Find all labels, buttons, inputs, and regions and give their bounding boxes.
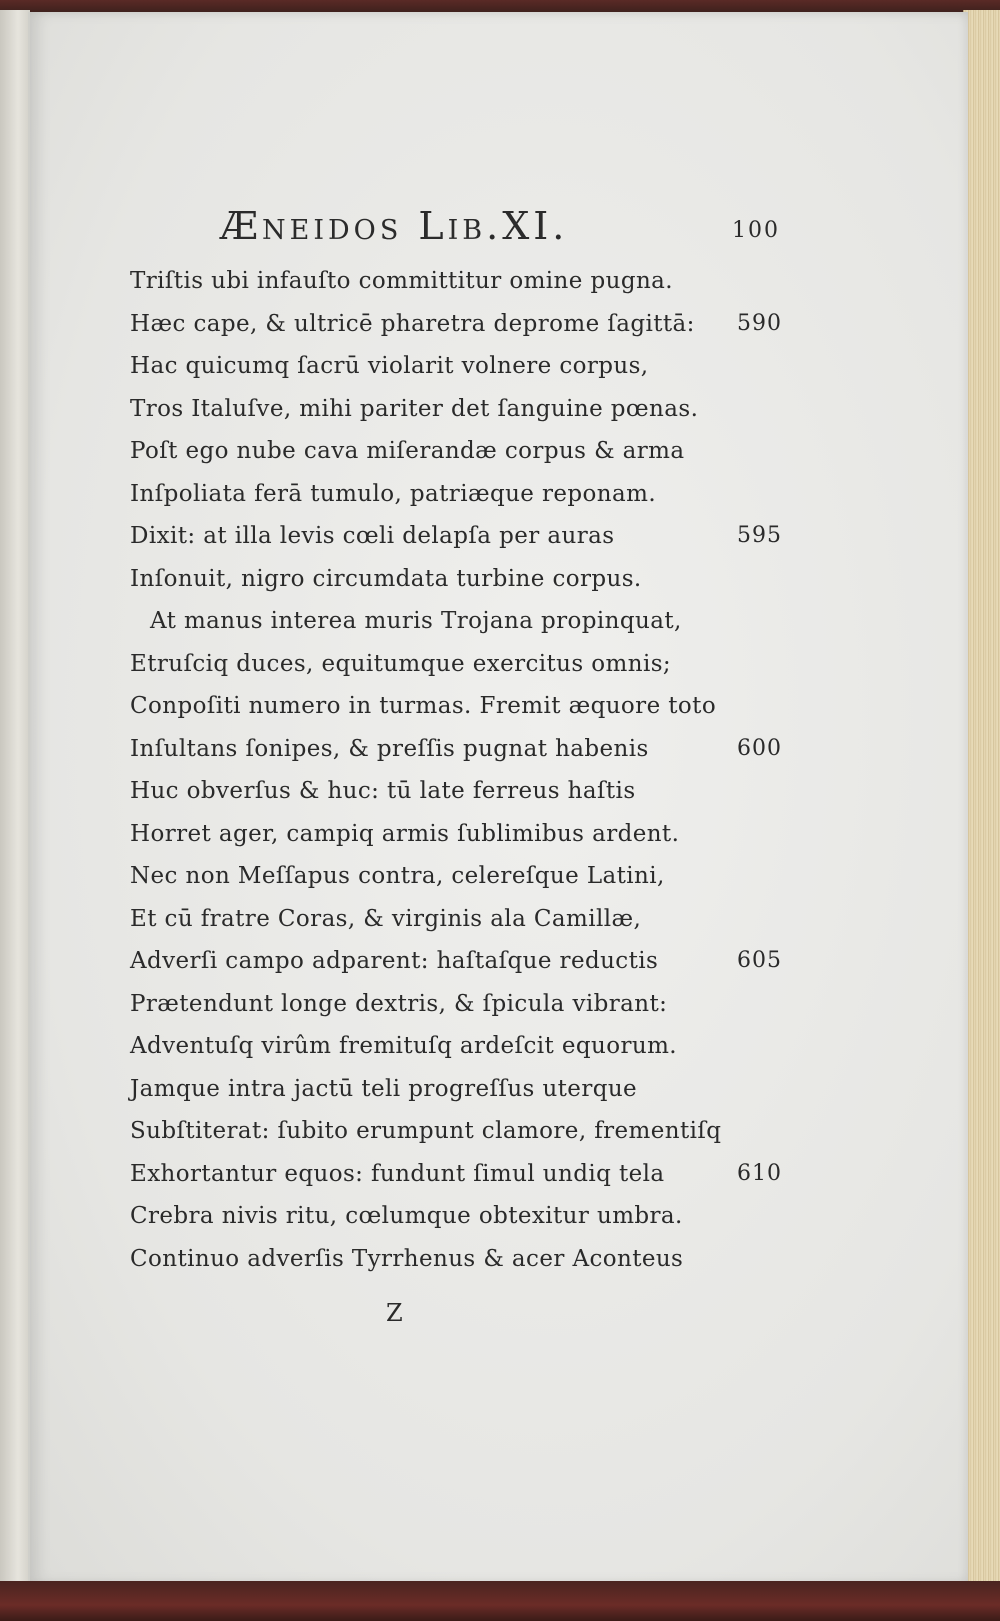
line-number: 605 xyxy=(737,948,782,973)
line-number: 610 xyxy=(737,1160,782,1186)
verse-line xyxy=(130,515,782,558)
verse-line xyxy=(130,473,782,516)
verse-text: Huc obverſus & huc: tū late ferreus haſtis xyxy=(130,778,636,804)
page-number: 100 xyxy=(732,218,780,243)
verse-line xyxy=(130,388,782,431)
line-number: 590 xyxy=(737,310,782,336)
verse-line xyxy=(130,558,782,601)
line-number: 595 xyxy=(737,523,782,548)
book-page xyxy=(28,12,968,1584)
verse-text: Exhortantur equos: fundunt ſimul undiq tela xyxy=(130,1160,665,1187)
verse-line xyxy=(130,1195,782,1238)
verse-text: Et cū fratre Coras, & virginis ala Camillæ, xyxy=(130,905,642,932)
verse-line xyxy=(130,1068,782,1111)
verse-line xyxy=(130,1025,782,1068)
facing-page-edge xyxy=(0,10,30,1585)
verse-text: Crebra nivis ritu, cœlumque obtexitur umbra. xyxy=(130,1203,683,1229)
verse-text: Dixit: at illa levis cœli delapſa per auras xyxy=(130,523,615,549)
verse-line xyxy=(130,728,782,771)
verse-text: Inſpoliata ferā tumulo, patriæque reponam. xyxy=(130,480,657,507)
verse-line xyxy=(130,813,782,856)
verse-line xyxy=(130,643,782,686)
verse-text: Hæc cape, & ultricē pharetra deprome ſagittā: xyxy=(130,310,695,337)
verse-text: Etruſciq duces, equitumque exercitus omnis; xyxy=(130,650,672,677)
verse-text: Adventuſq virûm fremituſq ardeſcit equorum. xyxy=(130,1033,677,1059)
verse-line xyxy=(130,430,782,473)
book-binding-bottom xyxy=(0,1581,1000,1621)
page-edges xyxy=(963,10,1000,1585)
verse-line xyxy=(130,1238,782,1281)
verse-text: Horret ager, campiq armis ſublimibus ardent. xyxy=(130,820,680,847)
verse-text: Conpoſiti numero in turmas. Fremit æquore toto xyxy=(130,693,717,719)
verse-line xyxy=(130,260,782,303)
verse-text: Hac quicumq ſacrū violarit volnere corpus, xyxy=(130,353,649,379)
verse-text: Inſultans ſonipes, & preſſis pugnat habenis xyxy=(130,735,649,762)
verse-text: Adverſi campo adparent: haſtaſque reductis xyxy=(130,948,659,974)
verse-text: Inſonuit, nigro circumdata turbine corpus. xyxy=(130,565,642,592)
line-number: 600 xyxy=(737,735,782,761)
verse-block xyxy=(130,260,782,1280)
verse-text: Prætendunt longe dextris, & ſpicula vibrant: xyxy=(130,990,668,1017)
verse-text: Triſtis ubi infauſto committitur omine pugna. xyxy=(130,268,673,294)
verse-text: Nec non Meſſapus contra, celereſque Latini, xyxy=(130,863,665,889)
page-header xyxy=(220,204,780,254)
running-title: Æneidos Lib.XI. xyxy=(220,204,569,248)
verse-line xyxy=(130,1110,782,1153)
verse-line xyxy=(130,855,782,898)
verse-text: Poſt ego nube cava miſerandæ corpus & arma xyxy=(130,438,685,464)
signature-mark: Z xyxy=(386,1299,403,1327)
verse-line xyxy=(130,600,782,643)
verse-line xyxy=(130,303,782,346)
verse-text: Continuo adverſis Tyrrhenus & acer Aconteus xyxy=(130,1245,684,1272)
verse-text: Subſtiterat: ſubito erumpunt clamore, frementiſq xyxy=(130,1118,722,1144)
verse-line xyxy=(130,770,782,813)
verse-text: At manus interea muris Trojana propinquat, xyxy=(150,608,682,634)
verse-text: Tros Italuſve, mihi pariter det ſanguine pœnas. xyxy=(130,395,699,422)
verse-line xyxy=(130,940,782,983)
verse-line xyxy=(130,983,782,1026)
verse-line xyxy=(130,1153,782,1196)
verse-text: Jamque intra jactū teli progreſſus uterque xyxy=(130,1075,638,1102)
verse-line xyxy=(130,345,782,388)
verse-line xyxy=(130,898,782,941)
verse-line xyxy=(130,685,782,728)
